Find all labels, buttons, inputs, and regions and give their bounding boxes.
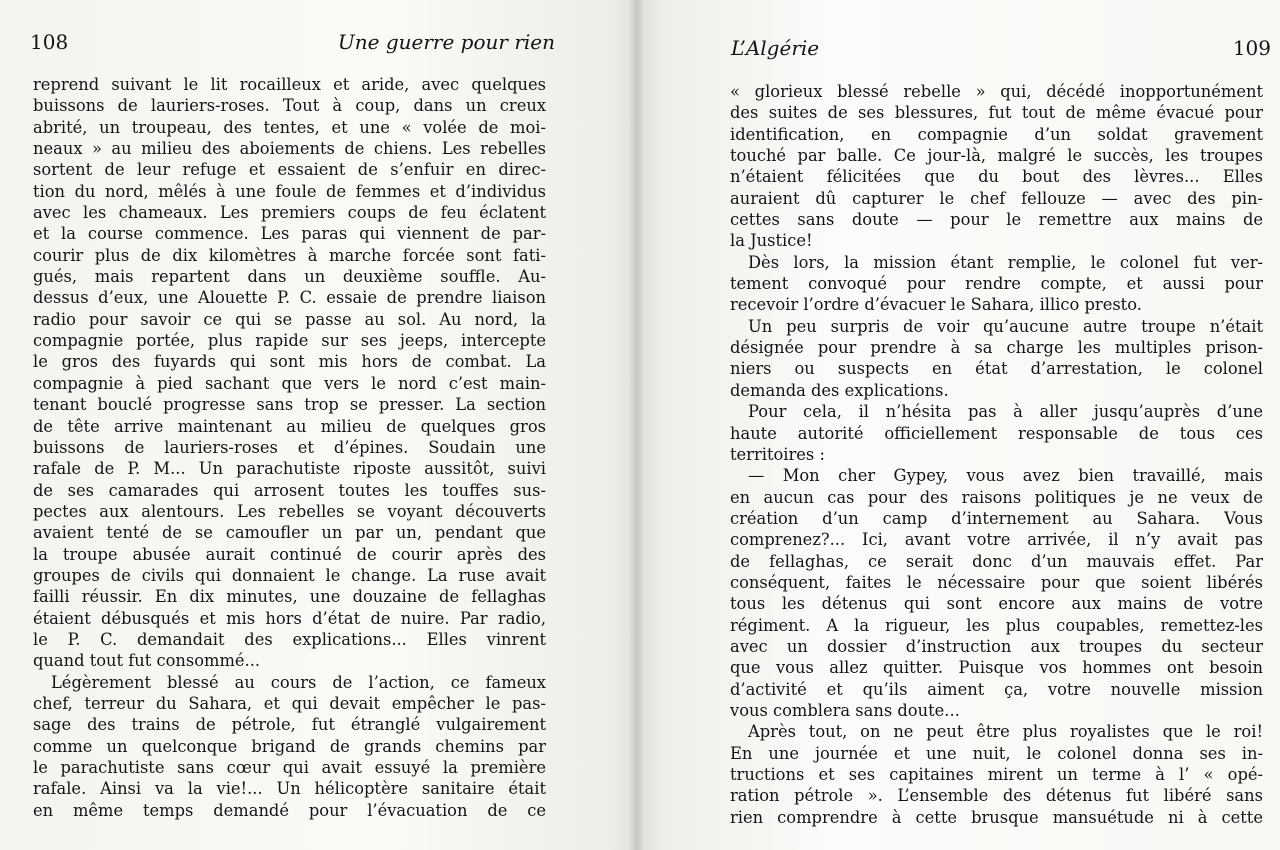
text-line: abrité, un troupeau, des tentes, et une « volée de moi- — [33, 117, 546, 137]
text-line: buissons de lauriers-roses et d’épines. Soudain une — [33, 437, 546, 457]
text-line: tement convoqué pour rendre compte, et aussi pour — [730, 274, 1263, 294]
text-line: haute autorité officiellement responsable de tous ces — [730, 423, 1263, 443]
text-line: n’étaient félicitées que du bout des lèvres... Elles — [730, 167, 1263, 187]
text-line: tous les détenus qui sont encore aux mains de votre — [730, 594, 1263, 614]
text-line: compagnie portée, plus rapide sur ses jeeps, intercepte — [33, 331, 546, 351]
text-line: rien comprendre à cette brusque mansuétude ni à cette — [730, 807, 1263, 827]
text-line: demanda des explications. — [730, 380, 949, 400]
text-line: étaient débusqués et mis hors d’état de nuire. Par radio, — [33, 608, 546, 628]
text-line: en aucun cas pour des raisons politiques je ne veux de — [730, 487, 1263, 507]
text-line: ration pétrole ». L’ensemble des détenus fut libéré sans — [730, 786, 1263, 806]
text-line: la troupe abusée aurait continué de courir après des — [33, 544, 546, 564]
text-line: rafale. Ainsi va la vie!... Un hélicoptère sanitaire était — [33, 779, 546, 799]
text-line: gués, mais repartent dans un deuxième souffle. Au- — [33, 267, 546, 287]
text-line: recevoir l’ordre d’évacuer le Sahara, illico presto. — [730, 295, 1142, 315]
text-line: cettes sans doute — pour le remettre aux mains de — [730, 210, 1263, 230]
text-line: touché par balle. Ce jour-là, malgré le succès, les troupes — [730, 146, 1263, 166]
text-line: compagnie à pied sachant que vers le nord c’est main- — [33, 373, 546, 393]
text-line: — Mon cher Gypey, vous avez bien travaillé, mais — [748, 466, 1263, 486]
text-line: le parachutiste sans cœur qui avait essuyé la première — [33, 758, 546, 777]
text-line: chef, terreur du Sahara, et qui devait empêcher le pas- — [33, 693, 546, 713]
left-running-head — [30, 30, 555, 54]
text-line: neaux » au milieu des aboiements de chiens. Les rebelles — [33, 139, 546, 159]
right-page-number: 109 — [1232, 36, 1271, 60]
text-line: vous comblera sans doute... — [730, 700, 960, 720]
text-line: « glorieux blessé rebelle » qui, décédé inopportunément — [730, 82, 1263, 101]
text-line: création d’un camp d’internement au Sahara. Vous — [730, 508, 1263, 528]
text-line: des suites de ses blessures, fut tout de même évacué pour — [730, 103, 1263, 123]
text-line: d’activité et qu’ils aiment ça, votre nouvelle mission — [730, 679, 1263, 699]
text-line: de ses camarades qui arrosent toutes les touffes sus- — [33, 480, 546, 500]
text-line: buissons de lauriers-roses. Tout à coup, dans un creux — [33, 96, 546, 116]
text-line: tenant bouclé progresse sans trop se presser. La section — [33, 395, 546, 415]
text-line: de fellaghas, ce serait donc d’un mauvais effet. Par — [730, 551, 1263, 571]
text-line: Pour cela, il n’hésita pas à aller jusqu’auprès d’une — [748, 402, 1263, 422]
text-line: avec les chameaux. Les premiers coups de feu éclatent — [33, 203, 546, 223]
text-line: niers ou suspects en état d’arrestation, le colonel — [730, 359, 1263, 379]
right-page-text — [730, 81, 1263, 828]
text-line: radio pour savoir ce qui se passe au sol. Au nord, la — [33, 309, 546, 329]
text-line: et la course commence. Les paras qui viennent de par- — [33, 224, 546, 244]
text-line: conséquent, faites le nécessaire pour que soient libérés — [730, 572, 1263, 592]
text-line: auraient dû capturer le chef fellouze — avec des pin- — [730, 188, 1263, 208]
right-page — [636, 0, 1280, 850]
text-line: tion du nord, mêlés à une foule de femmes et d’individus — [33, 181, 546, 201]
text-line: comme un quelconque brigand de grands chemins par — [33, 736, 546, 756]
text-line: En une journée et une nuit, le colonel donna ses in- — [730, 743, 1263, 763]
text-line: le P. C. demandait des explications... Elles vinrent — [33, 629, 546, 649]
text-line: territoires : — [730, 444, 825, 464]
text-line: identification, en compagnie d’un soldat gravement — [730, 124, 1263, 144]
text-line: désignée pour prendre à sa charge les multiples prison- — [730, 338, 1263, 358]
text-line: comprenez?... Ici, avant votre arrivée, il n’y avait pas — [730, 530, 1263, 550]
right-running-title: L’Algérie — [731, 36, 820, 60]
text-line: quand tout fut consommé... — [33, 651, 261, 671]
left-running-title: Une guerre pour rien — [337, 30, 555, 54]
text-line: Dès lors, la mission étant remplie, le colonel fut ver- — [748, 252, 1263, 272]
right-running-head — [731, 36, 1271, 60]
text-line: Un peu surpris de voir qu’aucune autre troupe n’était — [748, 316, 1263, 336]
text-line: courir plus de dix kilomètres à marche forcée sont fati- — [33, 245, 546, 265]
text-line: de tête arrive maintenant au milieu de quelques gros — [33, 416, 546, 436]
left-page-text — [33, 74, 546, 821]
text-line: reprend suivant le lit rocailleux et aride, avec quelques — [33, 75, 546, 94]
text-line: rafale de P. M... Un parachutiste riposte aussitôt, suivi — [33, 459, 546, 479]
text-line: en même temps demandé pour l’évacuation de ce — [33, 800, 546, 820]
text-line: tructions et ses capitaines mirent un terme à l’ « opé- — [730, 765, 1263, 784]
text-line: pectes aux alentours. Les rebelles se voyant découverts — [33, 501, 546, 521]
left-page — [0, 0, 636, 850]
text-line: Après tout, on ne peut être plus royalistes que le roi! — [748, 722, 1263, 742]
text-line: failli réussir. En dix minutes, une douzaine de fellaghas — [33, 587, 546, 607]
book-gutter — [628, 0, 644, 850]
text-line: le gros des fuyards qui sont mis hors de combat. La — [33, 352, 546, 372]
text-line: avaient tenté de se camoufler un par un, pendant que — [33, 523, 546, 543]
text-line: sage des trains de pétrole, fut étranglé vulgairement — [33, 715, 546, 735]
text-line: que vous allez quitter. Puisque vos hommes ont besoin — [730, 658, 1263, 678]
text-line: la Justice! — [730, 231, 813, 251]
text-line: dessus d’eux, une Alouette P. C. essaie de prendre liaison — [33, 288, 546, 308]
text-line: sortent de leur refuge et essaient de s’enfuir en direc- — [33, 160, 546, 180]
text-line: avec un dossier d’instruction aux troupes du secteur — [730, 636, 1263, 656]
text-line: groupes de civils qui donnaient le change. La ruse avait — [33, 565, 546, 585]
text-line: régiment. A la rigueur, les plus coupables, remettez-les — [730, 615, 1263, 635]
left-page-number: 108 — [30, 30, 69, 54]
text-line: Légèrement blessé au cours de l’action, ce fameux — [51, 672, 546, 692]
